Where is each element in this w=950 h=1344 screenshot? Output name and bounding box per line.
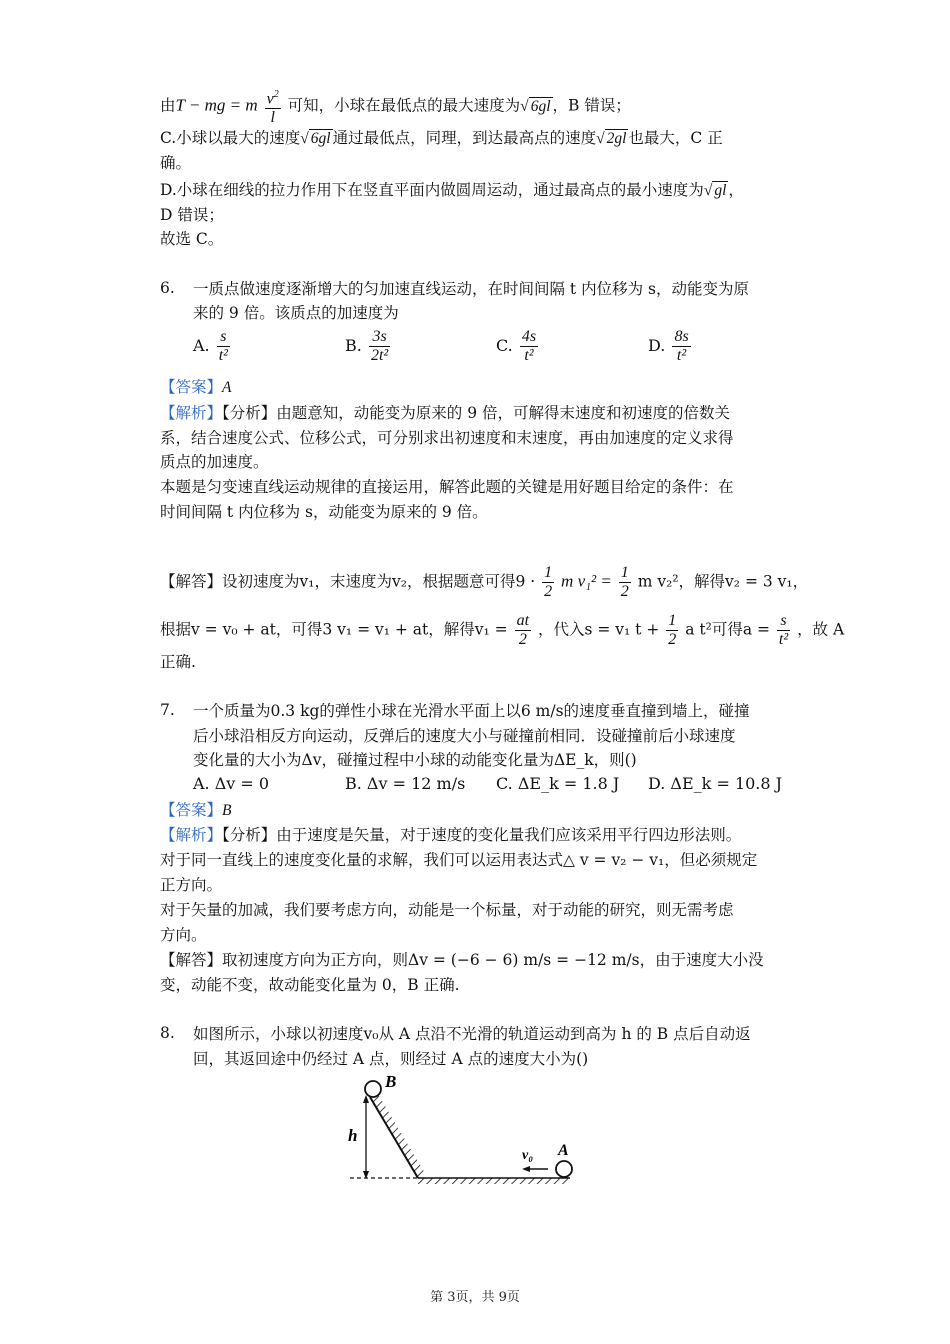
q6-analysis-3: 质点的加速度。 (160, 453, 269, 471)
q6-option-d: D. $\frac{8s}{\text{t²}}$ (648, 328, 689, 364)
page-footer: 第 3页，共 9页 (430, 1290, 520, 1305)
p5-line-3: 确。 (160, 154, 192, 172)
label-b: B (385, 1075, 397, 1091)
q7-option-a: A. Δv = 0 (193, 774, 270, 793)
q7-analysis-2: 对于同一直线上的速度变化量的求解，我们可以运用表达式△ v = v₂ − v₁，但必须规定 (160, 851, 758, 869)
q7-stem-3: 变化量的大小为Δv，碰撞过程中小球的动能变化量为ΔE_k，则() (193, 751, 637, 769)
q7-number: 7. (160, 701, 175, 719)
q6-solution-2: 根据v = v₀ + at，可得3 v₁ = v₁ + at，解得v₁ = $\frac{at}{2}$ ，代入s = v₁ t + $\frac{1}{2}$ a t²可得a = $\frac{s}{\text{t²}}$ ，故 A (160, 612, 845, 648)
q7-answer: 【答案】B (160, 801, 232, 819)
q7-analysis-3: 正方向。 (160, 876, 223, 894)
q8-stem-1: 如图所示，小球以初速度v₀从 A 点沿不光滑的轨道运动到高为 h 的 B 点后自动返 (193, 1025, 751, 1043)
q6-option-b: B. $\frac{3s}{\text{2t²}}$ (345, 328, 389, 364)
q7-analysis-7: 变，动能不变，故动能变化量为 0，B 正确. (160, 976, 460, 994)
q6-analysis-4: 本题是匀变速直线运动规律的直接运用，解答此题的关键是用好题目给定的条件：在 (160, 478, 734, 496)
q7-option-b: B. Δv = 12 m/s (345, 774, 466, 793)
ramp-hatch (370, 1094, 426, 1178)
q6-analysis-1: 【解析】【分析】由题意知，动能变为原来的 9 倍，可解得末速度和初速度的倍数关 (160, 404, 730, 422)
q7-stem-1: 一个质量为0.3 kg的弹性小球在光滑水平面上以6 m/s的速度垂直撞到墙上，碰撞 (193, 702, 750, 720)
q7-analysis-6: 【解答】取初速度方向为正方向，则Δv = (−6 − 6) m/s = −12 m/s，由于速度大小没 (160, 951, 764, 969)
q6-solution-1: 【解答】设初速度为v₁，末速度为v₂，根据题意可得9 · $\frac{1}{2}$ m v₁² = $\frac{1}{2}$ m v₂²，解得v₂ = 3 v₁， (160, 564, 809, 600)
q7-option-d: D. ΔE_k = 10.8 J (648, 774, 783, 793)
q7-analysis-5: 方向。 (160, 926, 207, 944)
q6-analysis-5: 时间间隔 t 内位移为 s，动能变为原来的 9 倍。 (160, 503, 488, 521)
fraction: $\frac{v^2}{l}$ (265, 86, 281, 127)
q8-number: 8. (160, 1024, 175, 1042)
q6-answer: 【答案】A (160, 378, 232, 396)
ball-a (556, 1161, 572, 1177)
p5-line-2: C.小球以最大的速度√ 6gl 通过最低点，同理，到达最高点的速度√ 2gl 也最大，C 正 (160, 129, 723, 147)
q6-option-a: A. $\frac{s}{\text{t²}}$ (193, 328, 228, 364)
q6-number: 6. (160, 279, 175, 297)
sqrt-expr: √ 6gl (300, 130, 331, 147)
q6-stem-2: 来的 9 倍。该质点的加速度为 (193, 304, 399, 322)
label-v0: v₀ (522, 1148, 534, 1163)
q7-option-c: C. ΔE_k = 1.8 J (496, 774, 620, 793)
label-a: A (558, 1142, 569, 1159)
ball-b (365, 1081, 381, 1097)
velocity-arrow-head (522, 1166, 530, 1172)
q7-stem-2: 后小球沿相反方向运动，反弹后的速度大小与碰撞前相同．设碰撞前后小球速度 (193, 727, 736, 745)
label-h: h (348, 1126, 358, 1145)
sqrt-expr: √ 6gl (520, 97, 551, 115)
p5-line-6: 故选 C。 (160, 230, 224, 248)
q6-option-c: C. $\frac{4s}{\text{t²}}$ (496, 328, 537, 364)
sqrt-expr: √ gl (703, 182, 727, 199)
p5-line-1: 由T − mg = m $\frac{v^2}{l}$ 可知，小球在最低点的最大速度为√ 6gl ，B 错误； (160, 86, 631, 127)
q6-analysis-2: 系，结合速度公式、位移公式，可分别求出初速度和末速度，再由加速度的定义求得 (160, 429, 734, 447)
q6-solution-3: 正确. (160, 653, 196, 671)
sqrt-expr: √ 2gl (596, 130, 627, 147)
p5-line-5: D 错误； (160, 206, 224, 224)
q8-stem-2: 回，其返回途中仍经过 A 点，则经过 A 点的速度大小为() (193, 1050, 589, 1068)
ground-hatch (418, 1178, 568, 1184)
track-figure (340, 1075, 580, 1190)
q7-analysis-1: 【解析】【分析】由于速度是矢量，对于速度的变化量我们应该采用平行四边形法则。 (160, 826, 742, 844)
q6-stem-1: 一质点做速度逐渐增大的匀加速直线运动，在时间间隔 t 内位移为 s，动能变为原 (193, 280, 749, 298)
p5-line-4: D.小球在细线的拉力作用下在竖直平面内做圆周运动，通过最高点的最小速度为√ gl ， (160, 181, 744, 199)
q7-analysis-4: 对于矢量的加减，我们要考虑方向，动能是一个标量，对于动能的研究，则无需考虑 (160, 901, 734, 919)
